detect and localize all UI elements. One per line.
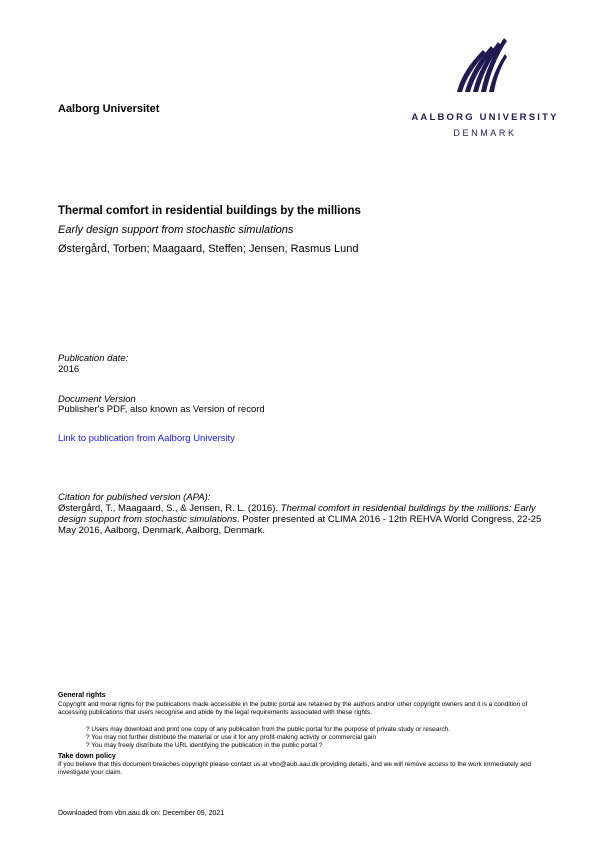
general-rights-heading: General rights <box>58 692 106 699</box>
logo-text-country: DENMARK <box>453 128 517 138</box>
takedown-heading: Take down policy <box>58 753 116 760</box>
aau-logo-icon <box>453 36 507 92</box>
publication-authors: Østergård, Torben; Maagaard, Steffen; Jensen, Rasmus Lund <box>58 243 359 255</box>
aau-logo <box>405 36 565 142</box>
download-footer: Downloaded from vbn.aau.dk on: December 09, 2021 <box>58 810 225 817</box>
citation-title: Thermal comfort in residential buildings by the millions: Early design support from stochastic simulations <box>58 503 536 525</box>
publication-title: Thermal comfort in residential buildings by the millions <box>58 205 361 217</box>
takedown-text: If you believe that this document breaches copyright please contact us at vbn@aub.aau.dk providing details, and we will remove access to the work immediately and investigate your claim. <box>58 761 532 776</box>
rights-bullet: ? You may freely distribute the URL identifying the publication in the public portal ? <box>86 742 323 749</box>
publication-date-label: Publication date: <box>58 353 129 364</box>
logo-text-university: AALBORG UNIVERSITY <box>411 112 559 123</box>
citation-label: Citation for published version (APA): <box>58 492 211 503</box>
citation-rest: . Poster presented at CLIMA 2016 - 12th REHVA World Congress, 22-25 May 2016, Aalborg, Denmark, Aalborg, Denmark. <box>58 514 542 536</box>
document-version-value: Publisher's PDF, also known as Version of record <box>58 404 265 415</box>
university-name: Aalborg Universitet <box>58 103 160 115</box>
citation-authors-year: Østergård, T., Maagaard, S., & Jensen, R. L. (2016). <box>58 503 281 514</box>
publication-link[interactable]: Link to publication from Aalborg University <box>58 433 235 444</box>
document-version-label: Document Version <box>58 394 136 405</box>
general-rights-text: Copyright and moral rights for the publications made accessible in the public portal are retained by the authors and/or other copyright owners and it is a condition of accessing publications that users recognise and abide by the legal requirements associated with these rights. <box>58 701 528 716</box>
publication-date-value: 2016 <box>58 364 80 375</box>
rights-bullet: ? You may not further distribute the material or use it for any profit-making activity or commercial gain <box>86 734 377 741</box>
citation-text <box>58 503 548 536</box>
rights-bullet: ? Users may download and print one copy of any publication from the public portal for the purpose of private study or research. <box>86 726 451 733</box>
publication-subtitle: Early design support from stochastic simulations <box>58 224 294 236</box>
